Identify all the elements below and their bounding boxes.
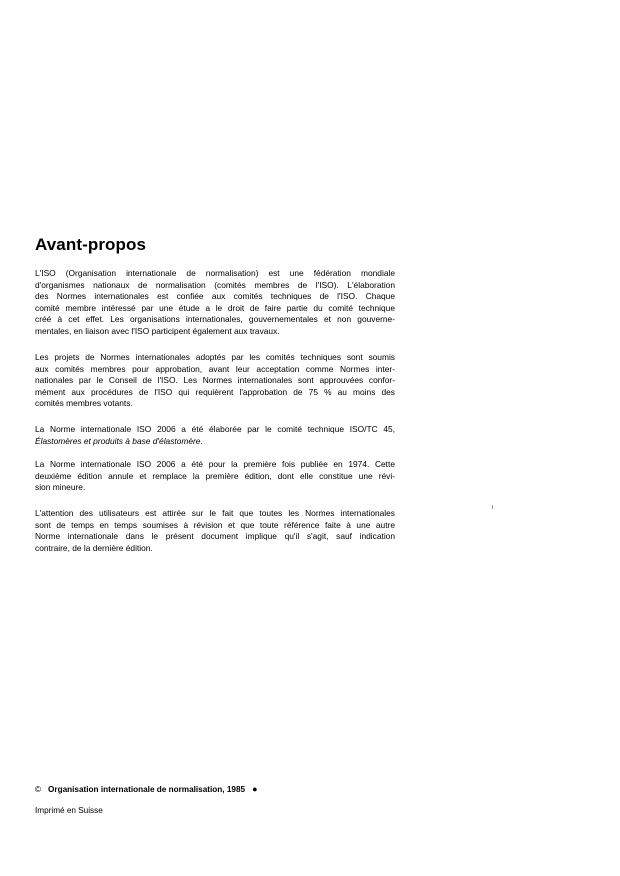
text-line: des Normes internationales est confiée aux comités techniques de l'ISO. Chaque xyxy=(35,291,395,301)
copyright-organization: Organisation internationale de normalisation, 1985 xyxy=(48,785,246,794)
paragraph-iso-description xyxy=(35,268,395,337)
paragraph-technical-committee xyxy=(35,424,395,447)
copyright-line xyxy=(35,784,258,794)
text-line: sion mineure. xyxy=(35,482,86,492)
text-line: L'attention des utilisateurs est attirée sur le fait que toutes les Normes internationales xyxy=(35,508,395,518)
text-line: L'ISO (Organisation internationale de normalisation) est une fédération mondiale xyxy=(35,268,395,278)
text-line: nationales par le Conseil de l'ISO. Les Normes internationales sont approuvées confor- xyxy=(35,375,395,385)
text-line: deuxième édition annule et remplace la première édition, dont elle constitue une révi- xyxy=(35,470,395,481)
text-line: d'organismes nationaux de normalisation (comités membres de l'ISO). L'élaboration xyxy=(35,279,395,290)
text-line: mément aux procédures de l'ISO qui requièrent l'approbation de 75 % au moins des xyxy=(35,386,395,397)
text-line: mentales, en liaison avec l'ISO participent également aux travaux. xyxy=(35,325,280,336)
text-line: La Norme internationale ISO 2006 a été élaborée par le comité technique ISO/TC 45, xyxy=(35,424,395,434)
text-line: La Norme internationale ISO 2006 a été pour la première fois publiée en 1974. Cette xyxy=(35,459,395,469)
paragraph-revision-notice xyxy=(35,508,395,554)
text-line: créé à cet effet. Les organisations internationales, gouvernementales et non gouverne- xyxy=(35,314,395,324)
text-line: Les projets de Normes internationales adoptés par les comités techniques sont soumis xyxy=(35,352,395,362)
committee-title-text: Élastomères et produits à base d'élastomère. xyxy=(35,435,203,446)
copyright-icon: © xyxy=(35,785,42,794)
text-line: sont de temps en temps soumises à révision et que toute référence faite à une autre xyxy=(35,519,395,530)
page-title: Avant-propos xyxy=(35,235,147,254)
paragraph-edition-history xyxy=(35,459,395,494)
text-line: comités membres votants. xyxy=(35,398,133,408)
text-line: contraire, de la dernière édition. xyxy=(35,542,153,553)
text-line: aux comités membres pour approbation, avant leur acceptation comme Normes inter- xyxy=(35,363,395,374)
text-line: Norme internationale dans le présent document implique qu'il s'agit, sauf indication xyxy=(35,531,395,541)
printed-in-text: Imprimé en Suisse xyxy=(35,806,103,815)
bullet-icon: ● xyxy=(252,784,258,794)
scan-mark xyxy=(492,505,493,509)
paragraph-approval-process xyxy=(35,352,395,410)
text-line: comité membre intéressé par une étude a le droit de faire partie du comité technique xyxy=(35,302,395,313)
